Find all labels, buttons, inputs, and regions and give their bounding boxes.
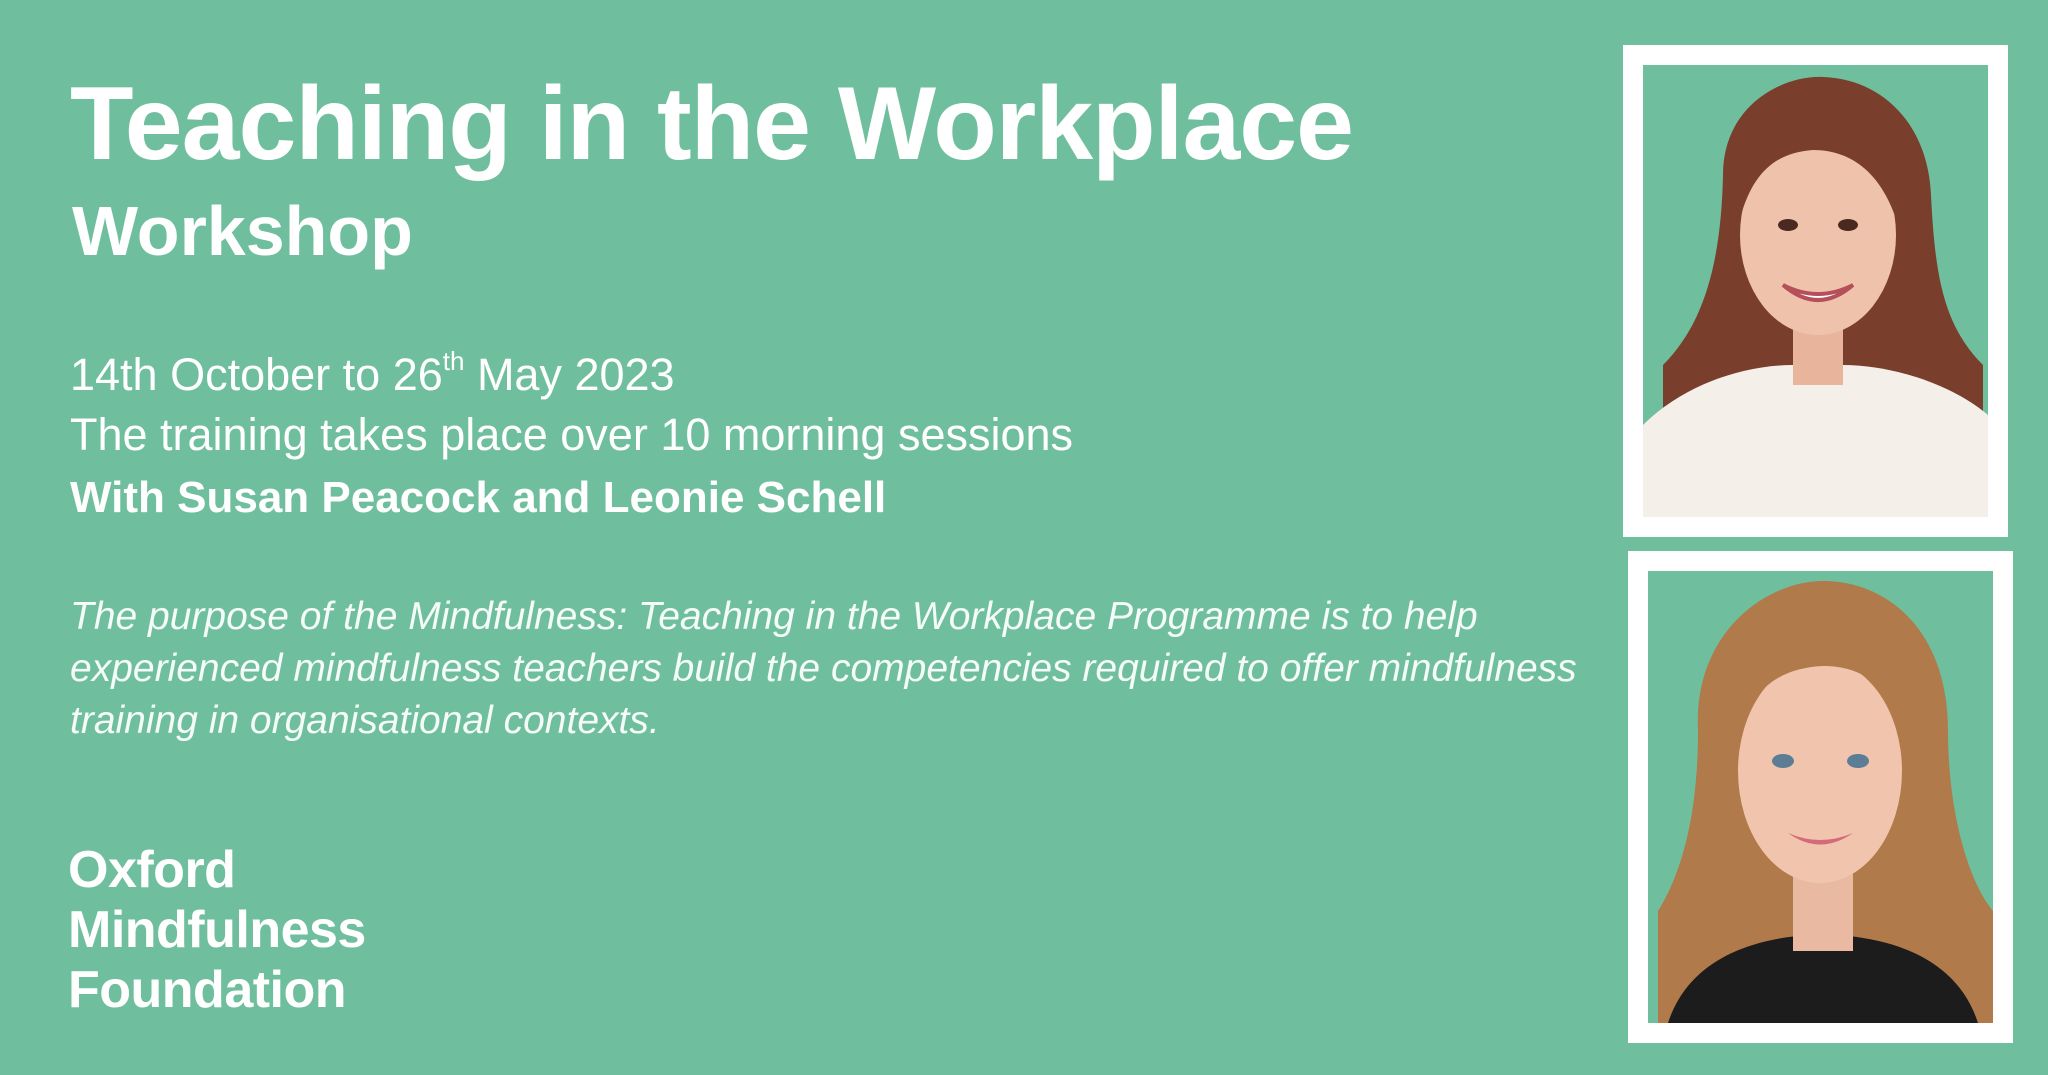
presenter-photo-frame-2: [1628, 551, 2013, 1043]
date-end: May 2023: [464, 349, 675, 400]
logo-line-2: Mindfulness: [68, 901, 366, 959]
page-subtitle: Workshop: [72, 192, 413, 270]
date-start: 14th October to 26: [70, 349, 443, 400]
presenter-photo-2: [1648, 571, 1993, 1023]
logo-line-1: Oxford: [68, 841, 236, 899]
description: The purpose of the Mindfulness: Teaching in the Workplace Programme is to help experienced mindfulness teachers build the competencies required to offer mindfulness training in organisational contexts.: [70, 595, 1577, 742]
page-title: Teaching in the Workplace: [70, 66, 1353, 182]
portrait-illustration-2: [1648, 571, 1993, 1023]
sessions-info: The training takes place over 10 morning sessions: [70, 409, 1074, 460]
date-ordinal-suffix: th: [442, 346, 465, 376]
presenter-photo-1: [1643, 65, 1988, 517]
presenter-photo-frame-1: [1623, 45, 2008, 537]
logo-line-3: Foundation: [68, 961, 347, 1019]
date-range: [70, 348, 675, 402]
logo: [68, 840, 366, 1020]
portrait-illustration-1: [1643, 65, 1988, 517]
presenters: With Susan Peacock and Leonie Schell: [70, 473, 887, 522]
